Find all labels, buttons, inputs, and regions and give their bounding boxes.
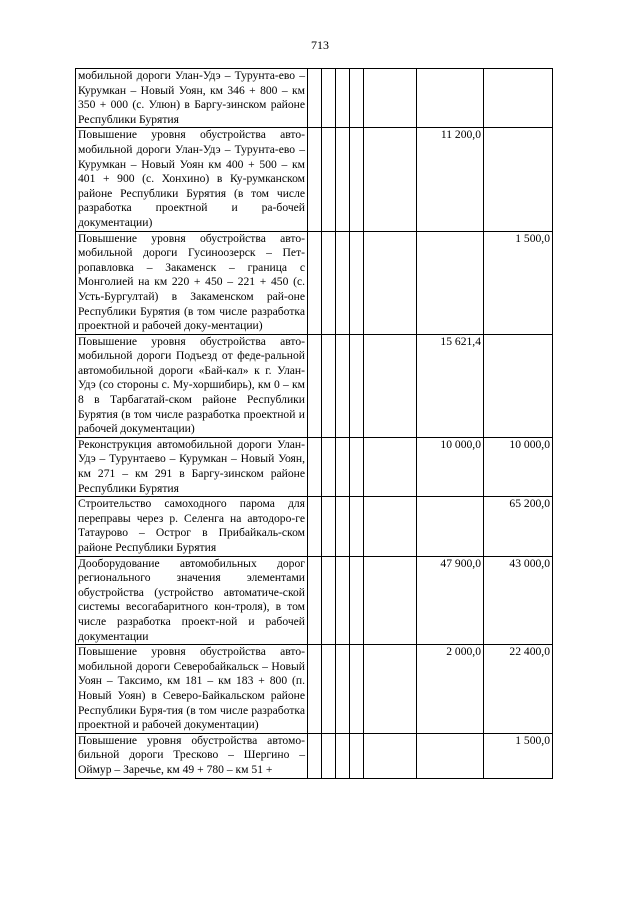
empty-cell bbox=[364, 645, 417, 734]
table-row bbox=[76, 128, 622, 231]
amount-cell-2 bbox=[484, 69, 553, 128]
empty-cell bbox=[336, 128, 350, 231]
empty-cell bbox=[322, 437, 336, 496]
amount-cell-2: 1 500,0 bbox=[484, 231, 553, 334]
table-row bbox=[76, 645, 622, 734]
amount-cell-2: 10 000,0 bbox=[484, 437, 553, 496]
table-row bbox=[76, 334, 622, 437]
table-row bbox=[76, 733, 622, 778]
empty-cell bbox=[364, 497, 417, 556]
empty-cell bbox=[350, 334, 364, 437]
empty-cell bbox=[322, 497, 336, 556]
empty-cell bbox=[364, 231, 417, 334]
amount-cell-2 bbox=[484, 128, 553, 231]
amount-cell-1: 2 000,0 bbox=[417, 645, 484, 734]
empty-cell bbox=[322, 645, 336, 734]
empty-cell bbox=[350, 128, 364, 231]
empty-cell bbox=[364, 128, 417, 231]
project-description: Дооборудование автомобильных дорог регионального значения элементами обустройства (устройство автоматиче-ской системы весогабаритного кон-троля), в том числе разработка проект-ной и рабочей документации bbox=[76, 556, 308, 645]
empty-cell bbox=[350, 497, 364, 556]
empty-cell bbox=[350, 437, 364, 496]
empty-cell bbox=[350, 69, 364, 128]
empty-cell bbox=[336, 437, 350, 496]
empty-cell bbox=[336, 645, 350, 734]
amount-cell-2: 43 000,0 bbox=[484, 556, 553, 645]
project-description: мобильной дороги Улан-Удэ – Турунта-ево – Курумкан – Новый Уоян, км 346 + 800 – км 350 + 000 (с. Улюн) в Баргу-зинском районе Республики Бурятия bbox=[76, 69, 308, 128]
amount-cell-2: 22 400,0 bbox=[484, 645, 553, 734]
empty-cell bbox=[322, 556, 336, 645]
amount-cell-2: 1 500,0 bbox=[484, 733, 553, 778]
empty-cell bbox=[336, 733, 350, 778]
budget-table bbox=[75, 68, 622, 779]
empty-cell bbox=[308, 334, 322, 437]
empty-cell bbox=[308, 645, 322, 734]
empty-cell bbox=[364, 437, 417, 496]
empty-cell bbox=[336, 334, 350, 437]
table-row bbox=[76, 437, 622, 496]
amount-cell-2: 65 200,0 bbox=[484, 497, 553, 556]
empty-cell bbox=[322, 733, 336, 778]
empty-cell bbox=[308, 556, 322, 645]
table-row bbox=[76, 231, 622, 334]
empty-cell bbox=[336, 231, 350, 334]
empty-cell bbox=[308, 497, 322, 556]
project-description: Повышение уровня обустройства авто-мобильной дороги Северобайкальск – Новый Уоян – Таксимо, км 181 – км 183 + 800 (п. Новый Уоян) в Северо-Байкальском районе Республики Буря-тия (в том числе разработка проектной и рабочей документации) bbox=[76, 645, 308, 734]
empty-cell bbox=[364, 69, 417, 128]
table-row bbox=[76, 497, 622, 556]
project-description: Повышение уровня обустройства авто-мобильной дороги Гусиноозерск – Пет-ропавловка – Закаменск – граница с Монголией на км 220 + 450 – 221 + 450 (с. Усть-Бургултай) в Закаменском рай-оне Республики Бурятия (в том числе разработка проектной и рабочей доку-ментации) bbox=[76, 231, 308, 334]
amount-cell-1: 15 621,4 bbox=[417, 334, 484, 437]
empty-cell bbox=[308, 231, 322, 334]
empty-cell bbox=[308, 128, 322, 231]
project-description: Строительство самоходного парома для переправы через р. Селенга на автодоро-ге Татаурово – Острог в Прибайкаль-ском районе Республики Бурятия bbox=[76, 497, 308, 556]
amount-cell-1 bbox=[417, 733, 484, 778]
empty-cell bbox=[308, 69, 322, 128]
amount-cell-1 bbox=[417, 497, 484, 556]
empty-cell bbox=[350, 645, 364, 734]
empty-cell bbox=[336, 69, 350, 128]
empty-cell bbox=[350, 556, 364, 645]
empty-cell bbox=[364, 556, 417, 645]
amount-cell-1 bbox=[417, 231, 484, 334]
project-description: Повышение уровня обустройства авто-мобильной дороги Улан-Удэ – Турунта-ево – Курумкан – Новый Уоян км 400 + 500 – км 401 + 900 (с. Хонхино) в Ку-румканском районе Республики Бурятия (в том числе разработка проектной и ра-бочей документации) bbox=[76, 128, 308, 231]
table-row bbox=[76, 69, 622, 128]
amount-cell-1: 10 000,0 bbox=[417, 437, 484, 496]
empty-cell bbox=[336, 497, 350, 556]
empty-cell bbox=[308, 437, 322, 496]
project-description: Повышение уровня обустройства автомо-бильной дороги Тресково – Шергино – Оймур – Заречье, км 49 + 780 – км 51 + bbox=[76, 733, 308, 778]
empty-cell bbox=[322, 69, 336, 128]
page-number: 713 bbox=[311, 38, 329, 52]
table-row bbox=[76, 556, 622, 645]
amount-cell-2 bbox=[484, 334, 553, 437]
empty-cell bbox=[336, 556, 350, 645]
empty-cell bbox=[308, 733, 322, 778]
empty-cell bbox=[350, 231, 364, 334]
empty-cell bbox=[364, 334, 417, 437]
empty-cell bbox=[364, 733, 417, 778]
empty-cell bbox=[322, 334, 336, 437]
amount-cell-1 bbox=[417, 69, 484, 128]
empty-cell bbox=[350, 733, 364, 778]
empty-cell bbox=[322, 231, 336, 334]
empty-cell bbox=[322, 128, 336, 231]
amount-cell-1: 47 900,0 bbox=[417, 556, 484, 645]
amount-cell-1: 11 200,0 bbox=[417, 128, 484, 231]
project-description: Реконструкция автомобильной дороги Улан-Удэ – Турунтаево – Курумкан – Новый Уоян, км 271 – км 291 в Баргу-зинском районе Республики Бурятия bbox=[76, 437, 308, 496]
project-description: Повышение уровня обустройства авто-мобильной дороги Подъезд от феде-ральной автомобильной дороги «Бай-кал» к г. Улан-Удэ (со стороны с. Му-хоршибирь), км 0 – км 8 в Тарбагатай-ском районе Республики Бурятия (в том числе разработка проектной и рабочей документации) bbox=[76, 334, 308, 437]
